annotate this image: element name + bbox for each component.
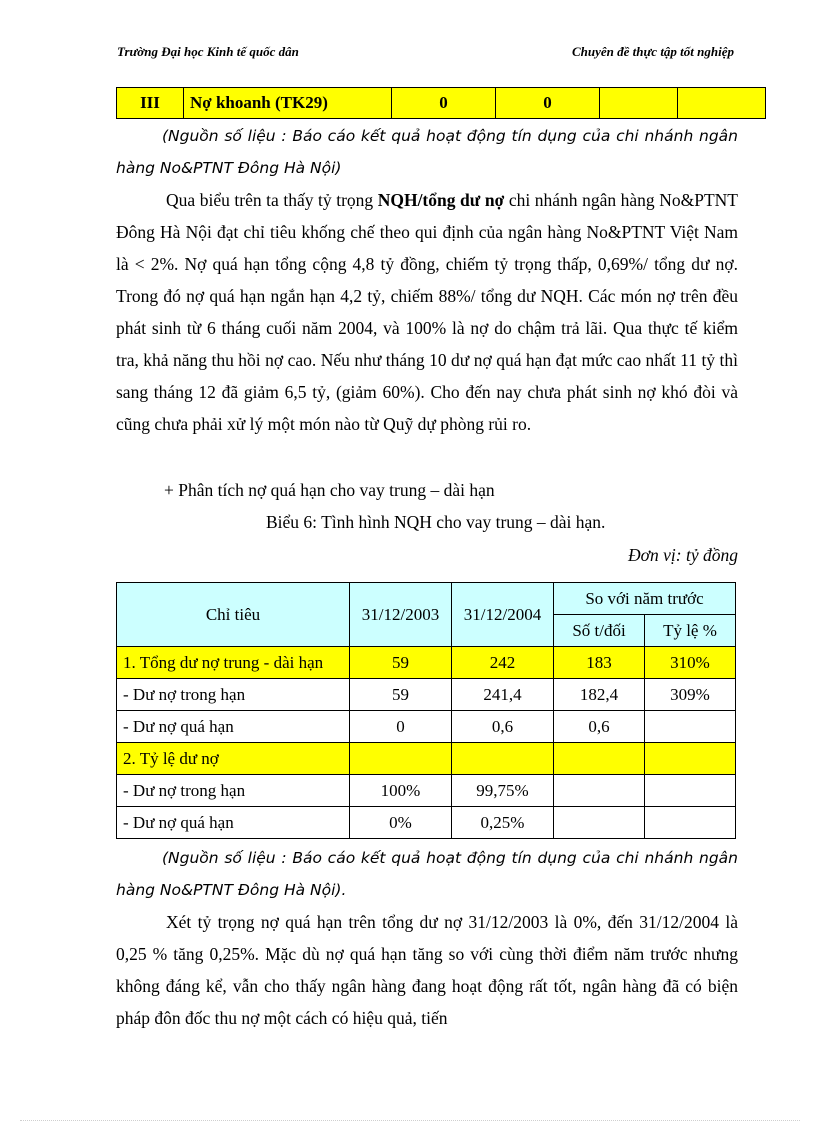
- table-cell: 0,6: [452, 711, 554, 743]
- header-cell: Tỷ lệ %: [645, 615, 736, 647]
- bullet-heading: + Phân tích nợ quá hạn cho vay trung – dài hạn: [164, 480, 495, 500]
- table-cell: 309%: [645, 679, 736, 711]
- header-report-title: Chuyên đề thực tập tốt nghiệp: [572, 44, 734, 59]
- source-note: (Nguồn số liệu : Báo cáo kết quả hoạt động tín dụng của chi nhánh ngân hàng No&PTNT Đông Hà Nội): [116, 127, 738, 177]
- table-row: [117, 743, 736, 775]
- table-cell: [645, 711, 736, 743]
- source-note: (Nguồn số liệu : Báo cáo kết quả hoạt động tín dụng của chi nhánh ngân hàng No&PTNT Đông Hà Nội).: [116, 849, 738, 899]
- header-cell: So với năm trước: [554, 583, 736, 615]
- table-row: [117, 807, 736, 839]
- row-label: - Dư nợ trong hạn: [117, 679, 350, 711]
- table-cell: [678, 88, 766, 119]
- body-paragraph: Xét tỷ trọng nợ quá hạn trên tổng dư nợ 31/12/2003 là 0%, đến 31/12/2004 là 0,25 % tăng 0,25%. Mặc dù nợ quá hạn tăng so với cùng thời điểm năm trước nhưng không đáng kể, vẫn cho thấy ngân hàng đang hoạt động rất tốt, ngân hàng đã có biện pháp đôn đốc thu nợ một cách có hiệu quả, tiến: [116, 912, 738, 1028]
- header-cell: Số t/đối: [554, 615, 645, 647]
- row-label: 1. Tổng dư nợ trung - dài hạn: [117, 647, 350, 679]
- table-cell: 241,4: [452, 679, 554, 711]
- table-row: [117, 679, 736, 711]
- continued-table: [116, 87, 766, 119]
- header-cell: 31/12/2004: [452, 583, 554, 647]
- header-cell: 31/12/2003: [350, 583, 452, 647]
- table-caption: Biểu 6: Tình hình NQH cho vay trung – dài hạn.: [266, 512, 606, 532]
- table-cell: 99,75%: [452, 775, 554, 807]
- table-cell: 59: [350, 679, 452, 711]
- table-row: [117, 711, 736, 743]
- table-row: [117, 775, 736, 807]
- header-cell: Chỉ tiêu: [117, 583, 350, 647]
- table-cell: 242: [452, 647, 554, 679]
- page-footer-rule: [20, 1120, 800, 1121]
- table-row: [117, 88, 766, 119]
- row-label: - Dư nợ quá hạn: [117, 711, 350, 743]
- table-row: [117, 647, 736, 679]
- table-cell: [645, 775, 736, 807]
- row-label: - Dư nợ trong hạn: [117, 775, 350, 807]
- table-cell: 310%: [645, 647, 736, 679]
- overdue-debt-table: [116, 582, 736, 839]
- table-cell: [452, 743, 554, 775]
- table-cell: 0%: [350, 807, 452, 839]
- table-cell: Nợ khoanh (TK29): [184, 88, 392, 119]
- table-cell: 0: [496, 88, 600, 119]
- table-cell: [645, 743, 736, 775]
- table-cell: [554, 807, 645, 839]
- header-school: Trường Đại học Kinh tế quốc dân: [117, 44, 299, 59]
- table-cell: III: [117, 88, 184, 119]
- row-label: - Dư nợ quá hạn: [117, 807, 350, 839]
- table-cell: 183: [554, 647, 645, 679]
- table-cell: 0: [392, 88, 496, 119]
- table-cell: [554, 775, 645, 807]
- table-cell: 0,25%: [452, 807, 554, 839]
- table-cell: 0,6: [554, 711, 645, 743]
- paragraph-bold-text: NQH/tổng dư nợ: [377, 190, 505, 210]
- table-cell: [350, 743, 452, 775]
- table-cell: [600, 88, 678, 119]
- table-cell: 182,4: [554, 679, 645, 711]
- paragraph-text: chi nhánh ngân hàng No&PTNT Đông Hà Nội đạt chỉ tiêu khống chế theo qui định của ngân hàng No&PTNT Việt Nam là < 2%. Nợ quá hạn tổng cộng 4,8 tỷ đồng, chiếm tỷ trọng thấp, 0,69%/ tổng dư nợ. Trong đó nợ quá hạn ngắn hạn 4,2 tỷ, chiếm 88%/ tổng dư NQH. Các món nợ trên đều phát sinh từ 6 tháng cuối năm 2004, và 100% là nợ do chậm trả lãi. Qua thực tế kiểm tra, khả năng thu hồi nợ cao. Nếu như tháng 10 dư nợ quá hạn đạt mức cao nhất 11 tỷ thì sang tháng 12 đã giảm 6,5 tỷ, (giảm 60%). Cho đến nay chưa phát sinh nợ khó đòi và cũng chưa phải xử lý một món nào từ Quỹ dự phòng rủi ro.: [116, 190, 738, 434]
- table-header-row: [117, 583, 736, 615]
- table-cell: [645, 807, 736, 839]
- unit-note: Đơn vị: tỷ đồng: [628, 545, 738, 565]
- table-cell: 0: [350, 711, 452, 743]
- row-label: 2. Tỷ lệ dư nợ: [117, 743, 350, 775]
- body-paragraph: [116, 184, 738, 440]
- table-cell: [554, 743, 645, 775]
- table-cell: 100%: [350, 775, 452, 807]
- table-cell: 59: [350, 647, 452, 679]
- paragraph-text: Qua biểu trên ta thấy tỷ trọng: [166, 190, 378, 210]
